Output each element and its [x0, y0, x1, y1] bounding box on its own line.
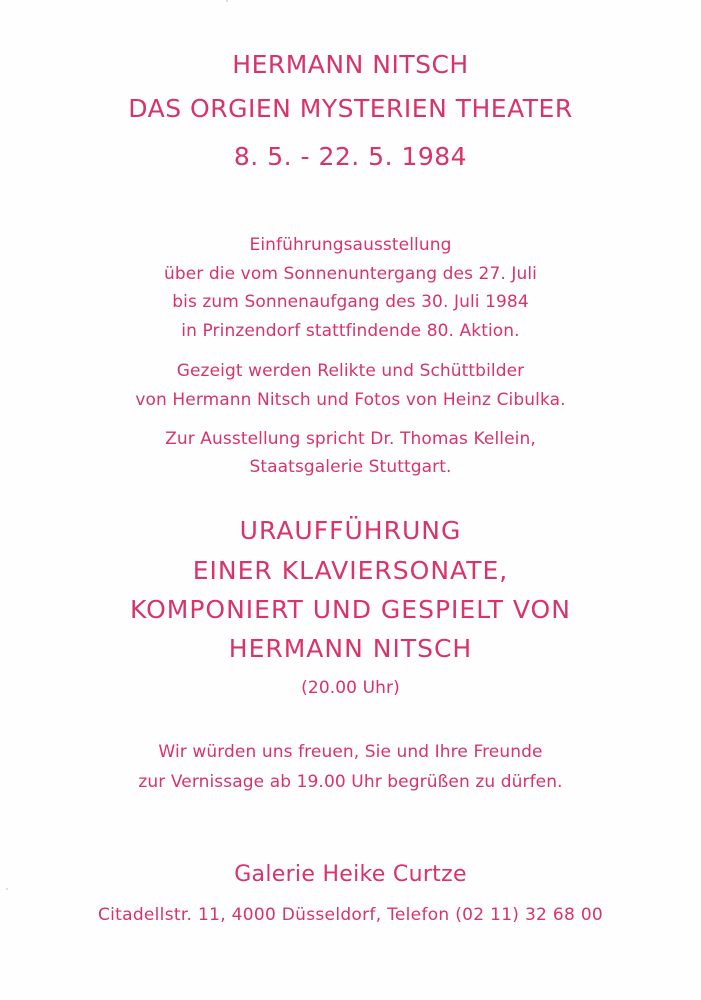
invitation-line-1: Wir würden uns freuen, Sie und Ihre Freunde: [158, 742, 543, 762]
premiere-line-2: EINER KLAVIERSONATE,: [192, 556, 509, 585]
relics-line-1: Gezeigt werden Relikte und Schüttbilder: [176, 361, 525, 381]
speaker-line-2: Staatsgalerie Stuttgart.: [249, 457, 452, 477]
gallery-address: Citadellstr. 11, 4000 Düsseldorf, Telefon (02 11) 32 68 00: [97, 905, 604, 925]
paper-speck: [6, 888, 8, 890]
gallery-name: Galerie Heike Curtze: [234, 862, 467, 887]
intro-line-2: über die vom Sonnenuntergang des 27. Juli: [163, 264, 538, 284]
event-title-heading: DAS ORGIEN MYSTERIEN THEATER: [128, 94, 573, 123]
intro-line-3: bis zum Sonnenaufgang des 30. Juli 1984: [172, 292, 529, 312]
premiere-line-4: HERMANN NITSCH: [228, 634, 473, 663]
event-dates: 8. 5. - 22. 5. 1984: [233, 142, 468, 171]
intro-line-4: in Prinzendorf stattfindende 80. Aktion.: [181, 321, 520, 341]
relics-line-2: von Hermann Nitsch und Fotos von Heinz Cibulka.: [135, 390, 566, 410]
premiere-time: (20.00 Uhr): [301, 678, 400, 698]
invitation-line-2: zur Vernissage ab 19.00 Uhr begrüßen zu dürfen.: [138, 772, 563, 792]
intro-line-1: Einführungsausstellung: [249, 235, 452, 255]
speaker-line-1: Zur Ausstellung spricht Dr. Thomas Kellein,: [165, 429, 536, 449]
premiere-line-3: KOMPONIERT UND GESPIELT VON: [130, 595, 571, 624]
paper-speck: [226, 0, 228, 2]
premiere-line-1: URAUFFÜHRUNG: [239, 516, 462, 545]
artist-name-heading: HERMANN NITSCH: [232, 50, 469, 79]
